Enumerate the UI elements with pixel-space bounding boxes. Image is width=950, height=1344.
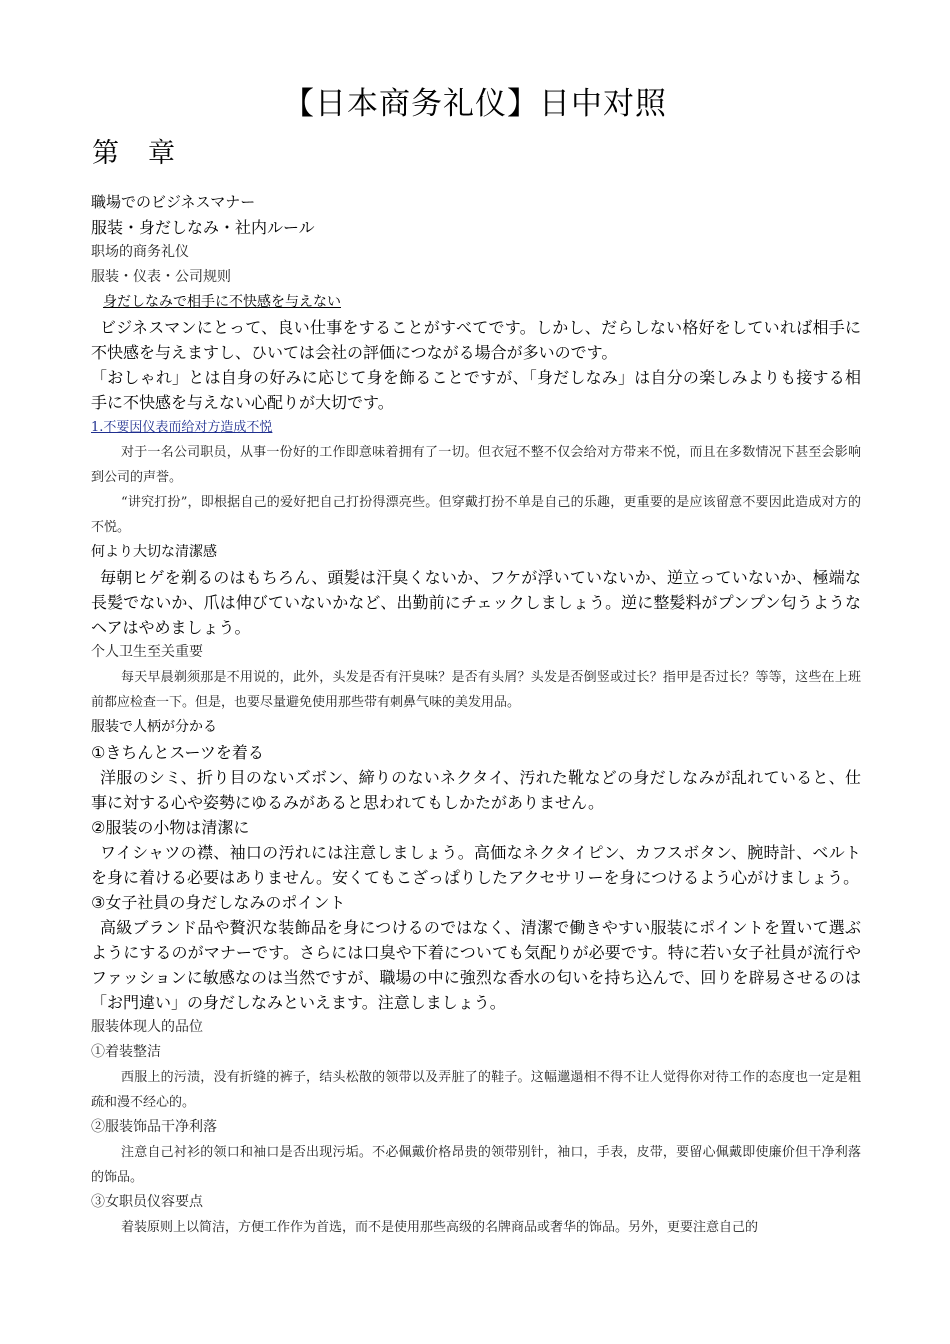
ja-heading-workplace-manners: 職場でのビジネスマナー — [91, 193, 256, 211]
ja-list-item: ①きちんとスーツを着る — [91, 743, 264, 762]
document-body — [91, 190, 861, 1240]
chapter-heading: 第 章 — [92, 138, 176, 169]
cn-paragraph: 每天早晨剃须那是不用说的，此外，头发是否有汗臭味？是否有头屑？头发是否倒竖或过长？指甲是否过长？等等，这些在上班前都应检查一下。但是，也要尽量避免使用那些带有刺鼻气味的美发用品。 — [91, 670, 861, 710]
ja-paragraph: 「おしゃれ」とは自身の好みに応じて身を飾ることですが、「身だしなみ」は自分の楽しみよりも接する相手に不快感を与えない心配りが大切です。 — [91, 368, 861, 412]
cn-paragraph: 着装原则上以简洁，方便工作作为首选，而不是使用那些高级的名牌商品或奢华的饰品。另外，更要注意自己的 — [121, 1220, 759, 1235]
ja-list-item: ③女子社員の身だしなみのポイント — [91, 893, 346, 912]
document-title: 【日本商务礼仪】日中对照 — [283, 86, 667, 122]
ja-paragraph: 高級ブランド品や贅沢な装飾品を身につけるのではなく、清潔で働きやすい服装にポイントを置いて選ぶようにするのがマナーです。さらには口臭や下着についても気配りが必要です。特に若い女子社員が流行やファッションに敏感なのは当然ですが、職場の中に強烈な香水の匂いを持ち込んで、回りを辟易させるのは「お門違い」の身だしなみといえます。注意しましょう。 — [91, 918, 861, 1012]
ja-subheading-clothing: 服装で人柄が分かる — [91, 719, 217, 735]
cn-subheading-hygiene: 个人卫生至关重要 — [91, 644, 203, 660]
ja-subheading-cleanliness: 何より大切な清潔感 — [91, 544, 217, 560]
ja-paragraph: ワイシャツの襟、袖口の汚れには注意しましょう。高価なネクタイピン、カフスボタン、腕時計、ベルトを身に着ける必要はありません。安くてもこざっぱりしたアクセサリーを身につけるよう心がけましょう。 — [91, 843, 861, 887]
cn-heading-dress-rules: 服装・仪表・公司规则 — [91, 269, 231, 285]
cn-paragraph: “讲究打扮”，即根据自己的爱好把自己打扮得漂亮些。但穿戴打扮不单是自己的乐趣，更重要的是应该留意不要因此造成对方的不悦。 — [91, 495, 861, 535]
ja-paragraph: ビジネスマンにとって、良い仕事をすることがすべてです。しかし、だらしない格好をしていれば相手に不快感を与えますし、ひいては会社の評価につながる場合が多いのです。 — [91, 318, 861, 362]
cn-paragraph: 西服上的污渍，没有折缝的裤子，结头松散的领带以及弄脏了的鞋子。这幅邋遢相不得不让人觉得你对待工作的态度也一定是粗疏和漫不经心的。 — [91, 1070, 861, 1110]
cn-list-item: ①着装整洁 — [91, 1044, 161, 1060]
cn-paragraph: 注意自己衬衫的领口和袖口是否出现污垢。不必佩戴价格昂贵的领带别针，袖口，手表，皮带，要留心佩戴即使廉价但干净利落的饰品。 — [91, 1145, 861, 1185]
cn-paragraph: 对于一名公司职员，从事一份好的工作即意味着拥有了一切。但衣冠不整不仅会给对方带来不悦，而且在多数情况下甚至会影响到公司的声誉。 — [91, 445, 861, 485]
cn-subheading-clothing: 服装体现人的品位 — [91, 1019, 203, 1035]
ja-paragraph: 洋服のシミ、折り目のないズボン、締りのないネクタイ、汚れた靴などの身だしなみが乱れていると、仕事に対する心や姿勢にゆるみがあると思われてもしかたがありません。 — [91, 768, 861, 812]
ja-paragraph: 毎朝ヒゲを剃るのはもちろん、頭髪は汗臭くないか、フケが浮いていないか、逆立っていないか、極端な長髪でないか、爪は伸びていないかなど、出勤前にチェックしましょう。逆に整髪料がプンプン匂うようなヘアはやめましょう。 — [91, 568, 861, 637]
ja-heading-dress-rules: 服装・身だしなみ・社内ルール — [91, 218, 315, 237]
ja-list-item: ②服装の小物は清潔に — [91, 818, 250, 837]
cn-list-item: ②服装饰品干净利落 — [91, 1119, 217, 1135]
cn-heading-workplace-manners: 职场的商务礼仪 — [91, 244, 189, 260]
cn-subheading-link[interactable]: 1.不要因仪表而给对方造成不悦 — [91, 420, 273, 435]
ja-subheading-appearance: 身だしなみで相手に不快感を与えない — [103, 294, 341, 310]
cn-list-item: ③女职员仪容要点 — [91, 1194, 203, 1210]
